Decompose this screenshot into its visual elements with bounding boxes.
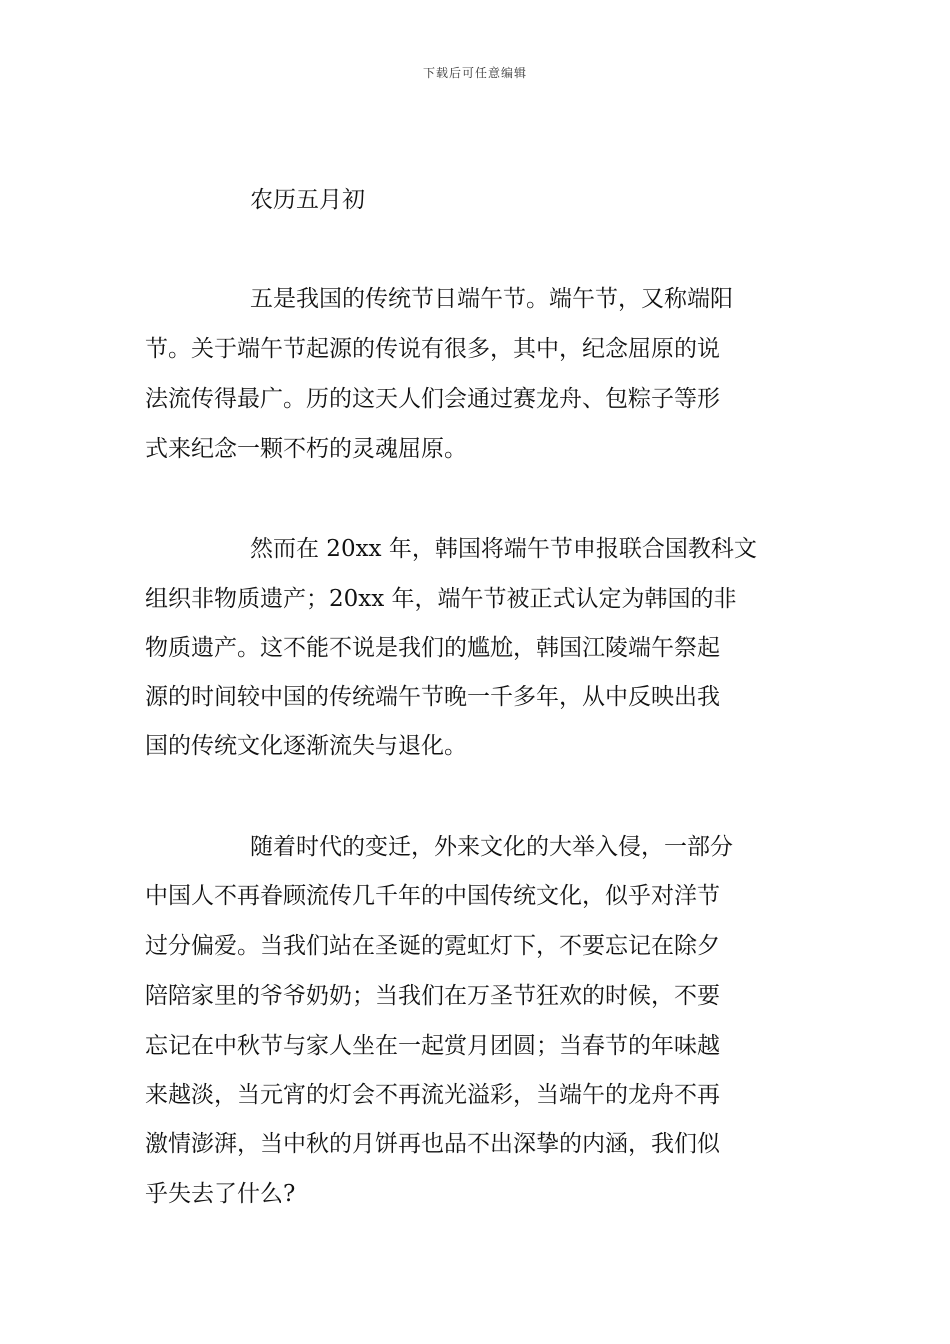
page-header: 下载后可任意编辑 — [422, 66, 527, 80]
paragraph-2-line-2: 组织非物质遗产；20xx 年，端午节被正式认定为韩国的非 — [145, 586, 737, 612]
paragraph-2-line-1: 然而在 20xx 年，韩国将端午节申报联合国教科文 — [250, 536, 757, 562]
paragraph-1-line-2: 节。关于端午节起源的传说有很多，其中，纪念屈原的说 — [145, 336, 720, 362]
paragraph-2-line-5: 国的传统文化逐渐流失与退化。 — [145, 733, 467, 759]
paragraph-1-line-4: 式来纪念一颗不朽的灵魂屈原。 — [145, 436, 467, 462]
paragraph-2-line-4: 源的时间较中国的传统端午节晚一千多年，从中反映出我 — [145, 684, 720, 710]
paragraph-3-line-7: 激情澎湃，当中秋的月饼再也品不出深挚的内涵，我们似 — [145, 1131, 720, 1157]
heading-line: 农历五月初 — [250, 187, 365, 213]
paragraph-3-line-1: 随着时代的变迁，外来文化的大举入侵，一部分 — [250, 834, 733, 860]
paragraph-2-line-3: 物质遗产。这不能不说是我们的尴尬，韩国江陵端午祭起 — [145, 635, 720, 661]
paragraph-3-line-6: 来越淡，当元宵的灯会不再流光溢彩，当端午的龙舟不再 — [145, 1082, 720, 1108]
paragraph-3-line-3: 过分偏爱。当我们站在圣诞的霓虹灯下，不要忘记在除夕 — [145, 933, 720, 959]
paragraph-3-line-5: 忘记在中秋节与家人坐在一起赏月团圆；当春节的年味越 — [145, 1033, 720, 1059]
paragraph-3-line-8: 乎失去了什么? — [145, 1181, 296, 1207]
paragraph-3-line-2: 中国人不再眷顾流传几千年的中国传统文化，似乎对洋节 — [145, 883, 720, 909]
paragraph-3-line-4: 陪陪家里的爷爷奶奶；当我们在万圣节狂欢的时候，不要 — [145, 983, 720, 1009]
paragraph-1-line-3: 法流传得最广。历的这天人们会通过赛龙舟、包粽子等形 — [145, 386, 720, 412]
paragraph-1-line-1: 五是我国的传统节日端午节。端午节，又称端阳 — [250, 286, 733, 312]
